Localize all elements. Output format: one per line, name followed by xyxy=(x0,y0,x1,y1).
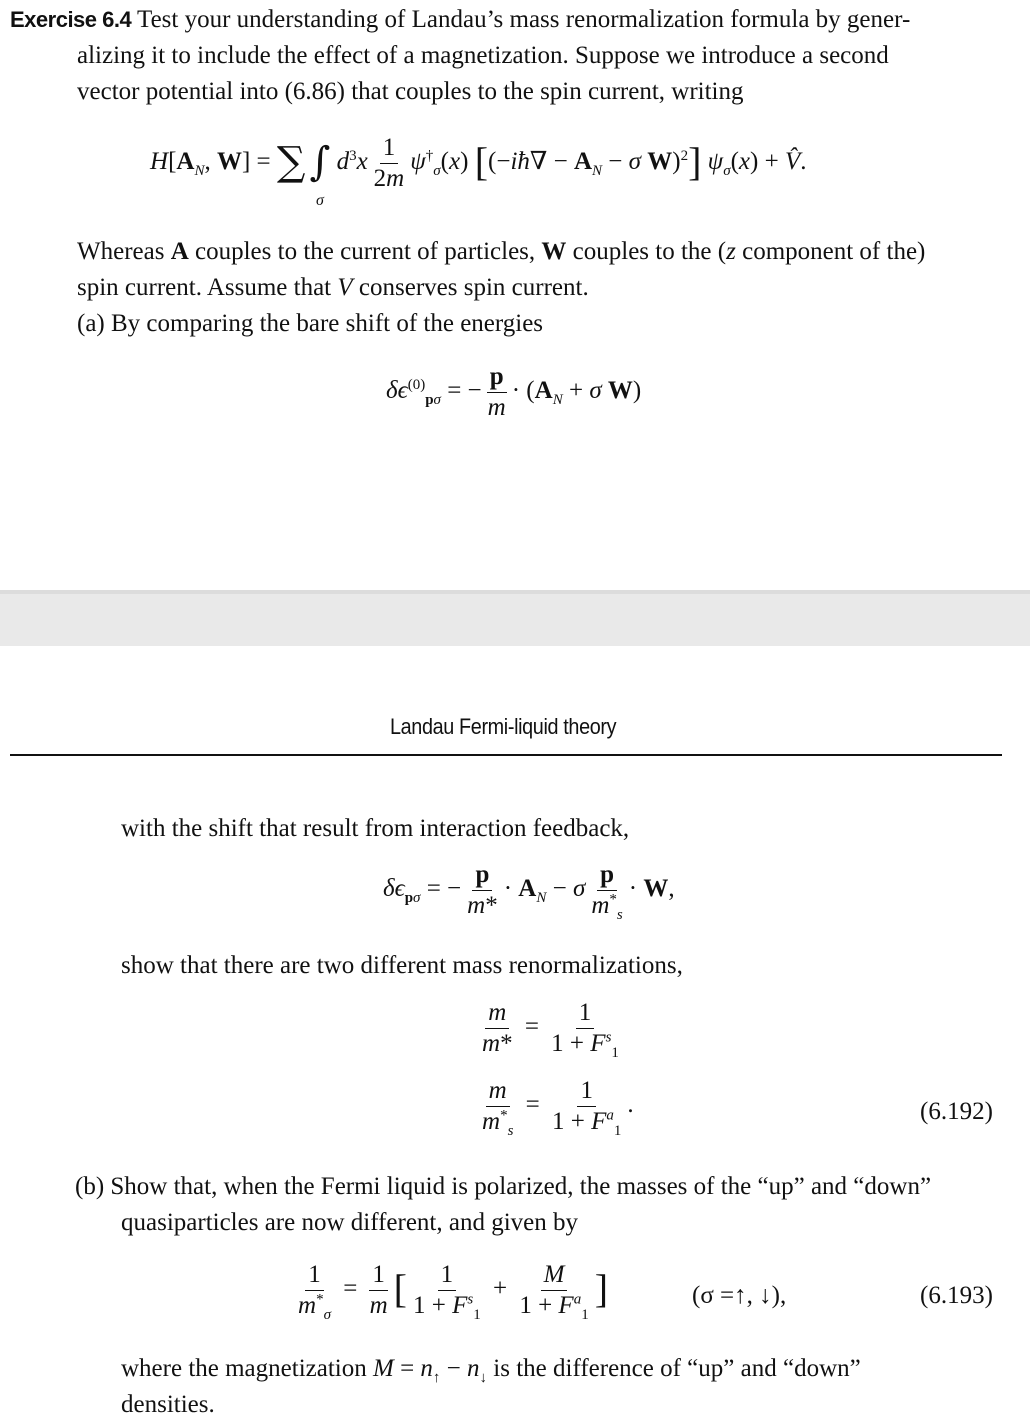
sum-index: σ xyxy=(316,192,324,209)
spin-mass-equation: $\frac{1}{m^*_\sigma}$ = $\frac{1}{m}$ [ $\frac{1}{1 + F^s_1}$ + $\frac{M}{1 + F^a_1}$ ] xyxy=(298,1261,609,1323)
part-a-text: (a) By comparing the bare shift of the energies xyxy=(77,310,544,337)
running-head: Landau Fermi-liquid theory xyxy=(390,714,617,739)
para2-line-2: spin current. Assume that V conserves spin current. xyxy=(77,274,589,301)
with-shift-text: with the shift that result from interaction feedback, xyxy=(121,815,630,842)
exercise-intro-1: Test your understanding of Landau’s mass renormalization formula by gener- xyxy=(137,6,911,33)
eq-6-193-number: (6.193) xyxy=(920,1282,993,1309)
show-two-text: show that there are two different mass renormalizations, xyxy=(121,952,683,979)
para2-line-1: Whereas A couples to the current of particles, W couples to the (z component of the) xyxy=(77,238,926,265)
exercise-label: Exercise 6.4 xyxy=(10,7,132,32)
hamiltonian-equation: $H[A_N$, W] = ∑ ∫ $d^3x$ $\frac{1}{2m}$ $\psi^\dagger_\sigma(x)$ [(−iħ∇ − $A_N - \sigma$ W)$^2$] $\psi_\sigma(x)$ + V̂. xyxy=(150,134,807,192)
eq-6-193-condition: (σ =↑, ↓), xyxy=(692,1282,787,1309)
page-separator-edge xyxy=(0,590,1030,594)
exercise-intro-2: alizing it to include the effect of a magnetization. Suppose we introduce a second xyxy=(77,42,889,69)
bare-shift-equation: $\delta\epsilon^{(0)}_{p\sigma}$ = − $\frac{p}{m}$ · ($A_N + \sigma$ W) xyxy=(386,363,642,421)
mass-renorm-eq-1: $\frac{m}{m*}$ = $\frac{1}{1 + F^s_1}$ xyxy=(482,999,619,1061)
exercise-intro-3: vector potential into (6.86) that couples to the spin current, writing xyxy=(77,78,744,105)
header-rule xyxy=(10,754,1002,756)
part-b-line-1: (b) Show that, when the Fermi liquid is polarized, the masses of the “up” and “down” xyxy=(75,1173,932,1200)
where-line: where the magnetization $M = n_↑ - n_↓$ is the difference of “up” and “down” xyxy=(121,1355,861,1386)
page-separator xyxy=(0,590,1030,646)
densities-line: densities. xyxy=(121,1391,215,1418)
interaction-shift-equation: $\delta\epsilon_{p\sigma}$ = − $\frac{p}{m*}$ · $A_N - \sigma$ $\frac{p}{m^*_s}$ · W, xyxy=(383,861,675,923)
exercise-line-1 xyxy=(10,2,910,38)
eq-6-192-number: (6.192) xyxy=(920,1098,993,1125)
part-b-line-2: quasiparticles are now different, and given by xyxy=(121,1209,579,1236)
mass-renorm-eq-2: $\frac{m}{m^*_s}$ = $\frac{1}{1 + F^a_1}$ . xyxy=(482,1077,634,1139)
